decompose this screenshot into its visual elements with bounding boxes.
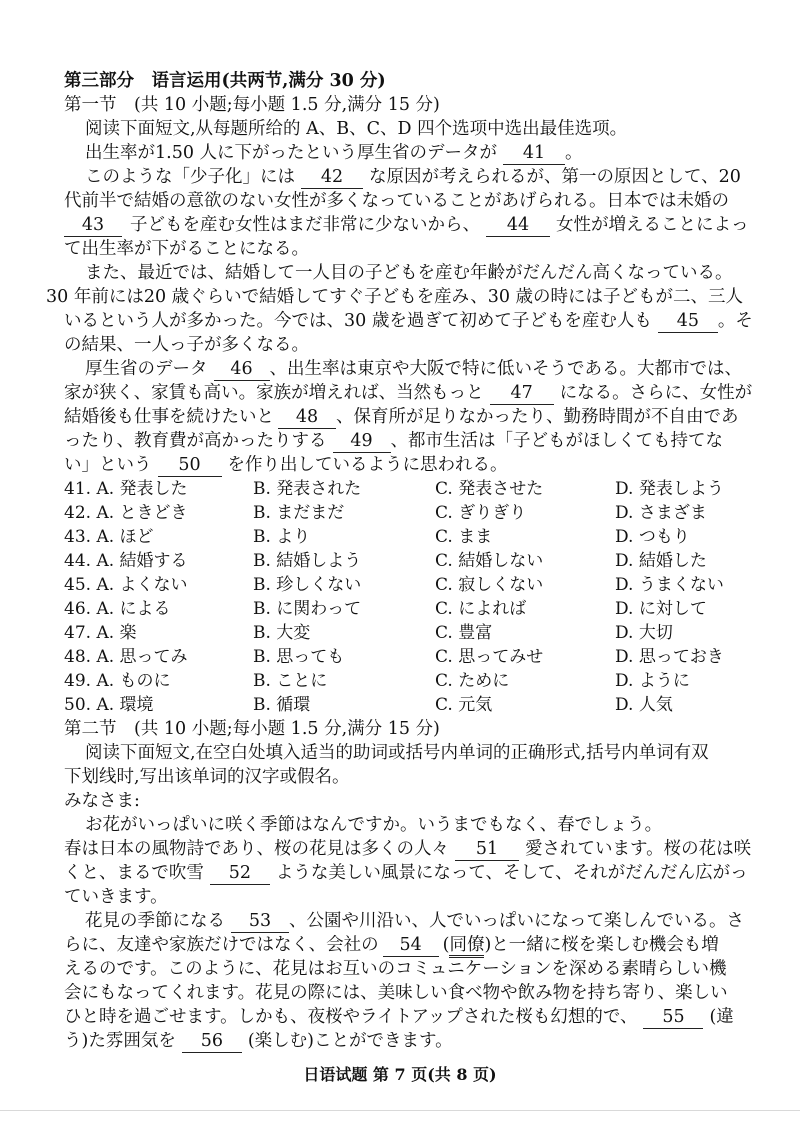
blank-55: 55	[643, 1006, 703, 1029]
option-49-d: D. ように	[615, 671, 690, 691]
passage2-line: ていきます。	[64, 887, 168, 907]
blank-46: 46	[214, 358, 270, 381]
option-42-b: B. まだまだ	[253, 503, 345, 523]
blank-45: 45	[658, 310, 718, 333]
option-49-a: 49. A. ものに	[64, 671, 171, 691]
blank-48: 48	[278, 406, 336, 429]
blank-41: 41	[503, 142, 565, 165]
passage1-line: また、最近では、結婚して一人目の子どもを産む年齢がだんだん高くなっている。	[85, 263, 733, 283]
option-47-d: D. 大切	[615, 623, 673, 643]
option-45-c: C. 寂しくない	[435, 575, 544, 595]
option-50-a: 50. A. 環境	[64, 695, 154, 715]
passage2-line: う)た雰囲気を 56 (楽しむ)ことができます。	[64, 1031, 453, 1051]
option-49-c: C. ために	[435, 671, 510, 691]
blank-44: 44	[486, 214, 550, 237]
bottom-rule	[0, 1110, 800, 1111]
option-41-d: D. 発表しよう	[615, 479, 724, 499]
passage1-line: このような「少子化」には 42 な原因が考えられるが、第一の原因として、20	[85, 167, 741, 187]
option-43-a: 43. A. ほど	[64, 527, 154, 547]
option-45-a: 45. A. よくない	[64, 575, 188, 595]
option-47-a: 47. A. 楽	[64, 623, 137, 643]
passage2-line: えるのです。このように、花見はお互いのコミュニケーションを深める素晴らしい機	[64, 959, 727, 979]
option-50-c: C. 元気	[435, 695, 493, 715]
blank-43: 43	[64, 214, 122, 237]
part3-title: 第三部分 语言运用(共两节,满分 30 分)	[64, 71, 386, 91]
blank-50: 50	[158, 454, 222, 477]
option-48-d: D. 思っておき	[615, 647, 724, 667]
passage1-line: 厚生省のデータ 46 、出生率は東京や大阪で特に低いそうである。大都市では、	[85, 359, 742, 379]
option-49-b: B. ことに	[253, 671, 328, 691]
passage1-line: 結婚後も仕事を続けたいと 48 、保育所が足りなかったり、勤務時間が不自由であ	[64, 407, 739, 427]
option-50-b: B. 循環	[253, 695, 311, 715]
option-42-c: C. ぎりぎり	[435, 503, 527, 523]
passage2-line: 春は日本の風物詩であり、桜の花見は多くの人々 51 愛されています。桜の花は咲	[64, 839, 752, 859]
passage1-line: 代前半で結婚の意欲のない女性が多くなっていることがあげられる。日本では未婚の	[64, 191, 729, 211]
option-47-c: C. 豊富	[435, 623, 493, 643]
option-43-d: D. つもり	[615, 527, 690, 547]
passage1-line: いるという人が多かった。今では、30 歳を過ぎて初めて子どもを産む人も 45 。そ	[64, 311, 753, 331]
blank-42: 42	[301, 166, 363, 189]
option-48-b: B. 思っても	[253, 647, 345, 667]
option-45-b: B. 珍しくない	[253, 575, 362, 595]
blank-47: 47	[490, 382, 554, 405]
section1-instruction: 阅读下面短文,从每题所给的 A、B、C、D 四个选项中选出最佳选项。	[85, 119, 628, 139]
option-43-b: B. より	[253, 527, 311, 547]
option-44-d: D. 結婚した	[615, 551, 707, 571]
double-underlined-word: 同僚	[449, 935, 484, 958]
option-48-a: 48. A. 思ってみ	[64, 647, 188, 667]
blank-54: 54	[383, 934, 439, 957]
passage2-greeting: みなさま:	[64, 791, 140, 811]
blank-53: 53	[231, 910, 289, 933]
passage1-line: 出生率が1.50 人に下がったという厚生省のデータが 41 。	[85, 143, 583, 163]
passage1-line: ったり、教育費が高かったりする 49 、都市生活は「子どもがほしくても持てな	[64, 431, 723, 451]
option-41-a: 41. A. 発表した	[64, 479, 188, 499]
blank-56: 56	[182, 1030, 242, 1053]
passage1-line: い」という 50 を作り出しているように思われる。	[64, 455, 508, 475]
option-46-c: C. によれば	[435, 599, 527, 619]
passage1-line: 家が狭く、家賃も高い。家族が増えれば、当然もっと 47 になる。さらに、女性が	[64, 383, 753, 403]
option-44-a: 44. A. 結婚する	[64, 551, 188, 571]
section2-instruction: 阅读下面短文,在空白处填入适当的助词或括号内单词的正确形式,括号内单词有双	[85, 743, 709, 763]
passage1-line: て出生率が下がることになる。	[64, 239, 309, 259]
option-41-b: B. 発表された	[253, 479, 362, 499]
passage2-line: 花見の季節になる 53 、公園や川沿い、人でいっぱいになって楽しんでいる。さ	[85, 911, 744, 931]
option-44-c: C. 結婚しない	[435, 551, 544, 571]
section2-heading: 第二节 (共 10 小题;每小题 1.5 分,满分 15 分)	[64, 719, 440, 739]
passage2-line: お花がいっぱいに咲く季節はなんですか。いうまでもなく、春でしょう。	[85, 815, 663, 835]
passage1-line: 43 子どもを産む女性はまだ非常に少ないから、 44 女性が増えることによっ	[64, 213, 749, 237]
passage2-line: らに、友達や家族だけではなく、会社の 54 (同僚)と一緒に桜を楽しむ機会も増	[64, 933, 719, 957]
page-footer: 日语试题 第 7 页(共 8 页)	[303, 1065, 497, 1084]
option-48-c: C. 思ってみせ	[435, 647, 544, 667]
passage2-line: くと、まるで吹雪 52 ような美しい風景になって、そして、それがだんだん広がっ	[64, 863, 748, 883]
section1-heading: 第一节 (共 10 小题;每小题 1.5 分,满分 15 分)	[64, 95, 440, 115]
section2-instruction: 下划线时,写出该单词的汉字或假名。	[64, 767, 350, 787]
passage1-line: 30 年前には20 歳ぐらいで結婚してすぐ子どもを産み、30 歳の時には子どもが二、三人	[46, 287, 744, 307]
option-46-d: D. に対して	[615, 599, 707, 619]
passage2-line: 会にもなってくれます。花見の際には、美味しい食べ物や飲み物を持ち寄り、楽しい	[64, 983, 728, 1003]
passage2-line: ひと時を過ごせます。しかも、夜桜やライトアップされた桜も幻想的で、 55 (違	[64, 1007, 734, 1027]
option-42-a: 42. A. ときどき	[64, 503, 188, 523]
option-44-b: B. 結婚しよう	[253, 551, 362, 571]
option-50-d: D. 人気	[615, 695, 673, 715]
option-41-c: C. 発表させた	[435, 479, 544, 499]
blank-52: 52	[210, 862, 270, 885]
option-46-b: B. に関わって	[253, 599, 362, 619]
blank-51: 51	[455, 838, 519, 861]
option-46-a: 46. A. による	[64, 599, 171, 619]
passage1-line: の結果、一人っ子が多くなる。	[64, 335, 309, 355]
option-42-d: D. さまざま	[615, 503, 707, 523]
option-47-b: B. 大変	[253, 623, 311, 643]
option-43-c: C. まま	[435, 527, 493, 547]
blank-49: 49	[333, 430, 391, 453]
option-45-d: D. うまくない	[615, 575, 724, 595]
